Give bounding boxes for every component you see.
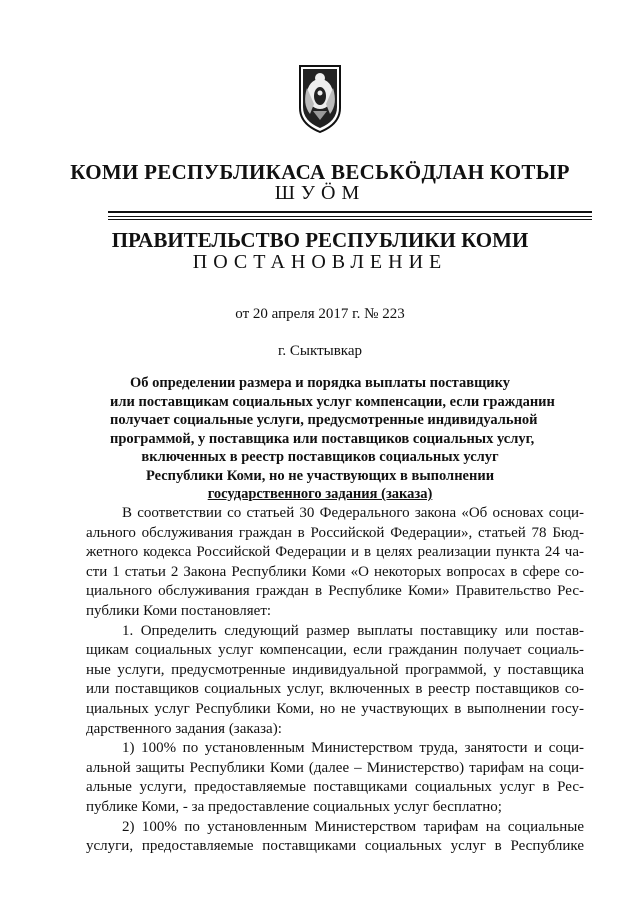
title-line-underlined: государственного задания (заказа) [207,486,433,502]
body-line: ального обслуживания граждан в Российской Федерации», статьей 78 Бюд- [86,524,584,541]
document-type: ПОСТАНОВЛЕНИЕ [192,251,448,273]
body-line: 1. Определить следующий размер выплаты поставщику или постав- [122,622,584,639]
title-line: получает социальные услуги, предусмотренные индивидуальной [110,412,538,428]
body-line: услуги, предоставляемые поставщиками социальных услуг в Республике [86,838,584,855]
document-title [110,374,555,504]
body-line: В соответствии со статьей 30 Федерального закона «Об основах соци- [122,505,584,521]
government-name: ПРАВИТЕЛЬСТВО РЕСПУБЛИКИ КОМИ [111,228,529,252]
header-divider-thin [108,216,592,217]
title-line: Республики Коми, но не участвующих в выполнении [145,467,495,484]
body-line: циальных услуг Республики Коми, но не участвующих в выполнении госу- [86,700,584,717]
body-line: публике Коми, - за предоставление социальных услуг бесплатно; [86,798,502,815]
header-divider [108,211,592,213]
komi-org-name: КОМИ РЕСПУБЛИКАСА ВЕСЬКÖДЛАН КОТЫР [70,160,570,184]
title-line: включенных в реестр поставщиков социальных услуг [141,449,499,465]
title-line: программой, у поставщика или поставщиков социальных услуг, [110,430,535,447]
body-line: дарственного задания (заказа): [86,720,282,737]
body-line: циального обслуживания граждан в Республике Коми» Правительство Рес- [86,583,584,600]
body-line: 1) 100% по установленным Министерством труда, занятости и соци- [122,740,584,757]
document-date-number: от 20 апреля 2017 г. № 223 [235,306,405,322]
document-body [86,504,584,857]
body-line: альные услуги, предоставляемые поставщиками социальных услуг в Рес- [86,779,584,796]
document-city: г. Сыктывкар [277,343,363,359]
body-line: жетного кодекса Российской Федерации и в целях реализации пункта 24 ча- [86,544,584,561]
body-line: альной защиты Республики Коми (далее – Министерство) тарифам на соци- [86,759,584,776]
body-line: ные услуги, предусмотренные индивидуальной программой, у поставщика [86,661,584,678]
title-line: или поставщикам социальных услуг компенсации, если гражданин [110,393,555,410]
body-line: публики Коми постановляет: [86,602,272,619]
body-line: сти 1 статьи 2 Закона Республики Коми «О некоторых вопросах в сфере со- [86,563,584,580]
title-line: Об определении размера и порядка выплаты поставщику [129,375,511,391]
body-line: или поставщиков социальных услуг, включенных в реестр поставщиков со- [86,681,584,698]
body-line: щикам социальных услуг компенсации, если гражданин получает социаль- [86,642,584,659]
coat-of-arms-emblem [296,64,344,134]
header-divider-thin-2 [108,219,592,220]
body-line: 2) 100% по установленным Министерством тарифам на социальные [122,818,584,835]
komi-doc-type: ШУÖМ [274,182,366,204]
